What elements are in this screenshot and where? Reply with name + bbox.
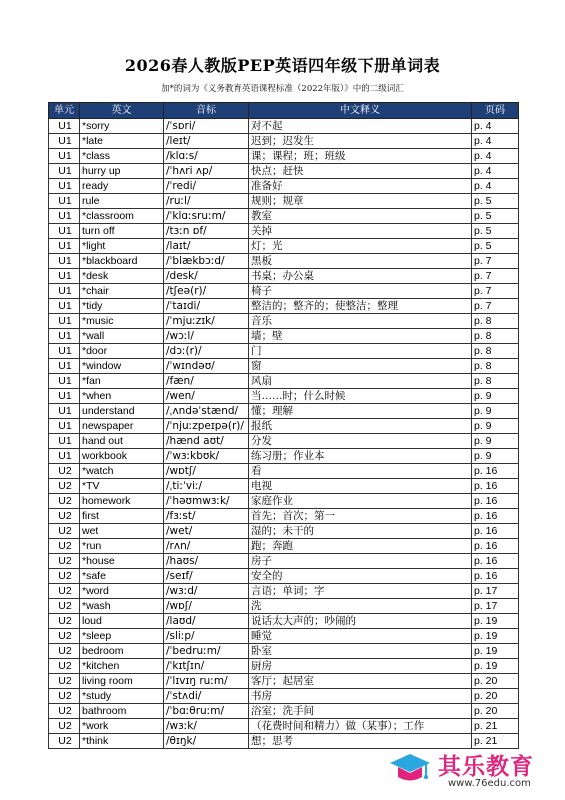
cell-chinese: 灯；光 — [249, 239, 472, 254]
cell-phonetic: /ˈmjuːzɪk/ — [164, 314, 249, 329]
cell-page: p. 16 — [472, 464, 519, 479]
cell-english: newspaper — [80, 419, 164, 434]
cell-page: p. 20 — [472, 689, 519, 704]
table-row — [49, 584, 519, 599]
cell-english: *chair — [80, 284, 164, 299]
cell-chinese: 关掉 — [249, 224, 472, 239]
table-row — [49, 734, 519, 749]
page-title: 2026春人教版PEP英语四年级下册单词表 — [124, 56, 441, 75]
cell-english: *run — [80, 539, 164, 554]
cell-unit: U1 — [49, 119, 80, 134]
cell-phonetic: /ˈnjuːzpeɪpə(r)/ — [164, 419, 249, 434]
cell-chinese: （花费时间和精力）做（某事）；工作 — [249, 719, 472, 734]
cell-page: p. 9 — [472, 389, 519, 404]
cell-chinese: 风扇 — [249, 374, 472, 389]
cell-phonetic: /desk/ — [164, 269, 249, 284]
table-row — [49, 329, 519, 344]
cell-chinese: 洗 — [249, 599, 472, 614]
table-row — [49, 419, 519, 434]
cell-english: hurry up — [80, 164, 164, 179]
cell-chinese: 整洁的；整齐的；使整洁；整理 — [249, 299, 472, 314]
cell-english: hand out — [80, 434, 164, 449]
cell-page: p. 4 — [472, 179, 519, 194]
table-row — [49, 374, 519, 389]
cell-english: ready — [80, 179, 164, 194]
cell-unit: U2 — [49, 704, 80, 719]
cell-english: *late — [80, 134, 164, 149]
cell-english: bedroom — [80, 644, 164, 659]
cell-page: p. 4 — [472, 134, 519, 149]
cell-chinese: 椅子 — [249, 284, 472, 299]
cell-unit: U1 — [49, 374, 80, 389]
cell-phonetic: /ˈbɑːθruːm/ — [164, 704, 249, 719]
table-row — [49, 239, 519, 254]
cell-page: p. 5 — [472, 239, 519, 254]
cell-chinese: 厨房 — [249, 659, 472, 674]
cell-english: *think — [80, 734, 164, 749]
cell-chinese: 书房 — [249, 689, 472, 704]
cell-phonetic: /ˈtaɪdi/ — [164, 299, 249, 314]
cell-phonetic: /laɪt/ — [164, 239, 249, 254]
table-row — [49, 479, 519, 494]
cell-english: *work — [80, 719, 164, 734]
cell-chinese: 当……时；什么时候 — [249, 389, 472, 404]
cell-unit: U2 — [49, 689, 80, 704]
table-row — [49, 164, 519, 179]
cell-english: rule — [80, 194, 164, 209]
cell-page: p. 5 — [472, 224, 519, 239]
cell-page: p. 9 — [472, 449, 519, 464]
cell-page: p. 20 — [472, 704, 519, 719]
cell-unit: U1 — [49, 149, 80, 164]
cell-english: *music — [80, 314, 164, 329]
cell-chinese: 安全的 — [249, 569, 472, 584]
cell-page: p. 8 — [472, 359, 519, 374]
table-row — [49, 659, 519, 674]
cell-unit: U1 — [49, 224, 80, 239]
vocabulary-table — [48, 102, 519, 749]
cell-chinese: 懂；理解 — [249, 404, 472, 419]
cell-english: bathroom — [80, 704, 164, 719]
cell-phonetic: /ˌʌndəˈstænd/ — [164, 404, 249, 419]
cell-chinese: 想；思考 — [249, 734, 472, 749]
cell-page: p. 16 — [472, 524, 519, 539]
cell-chinese: 迟到；迟发生 — [249, 134, 472, 149]
cell-unit: U1 — [49, 419, 80, 434]
cell-chinese: 黑板 — [249, 254, 472, 269]
cell-unit: U1 — [49, 344, 80, 359]
cell-phonetic: /fæn/ — [164, 374, 249, 389]
cell-phonetic: /laʊd/ — [164, 614, 249, 629]
cell-page: p. 7 — [472, 284, 519, 299]
cell-unit: U1 — [49, 134, 80, 149]
cell-chinese: 准备好 — [249, 179, 472, 194]
cell-page: p. 4 — [472, 119, 519, 134]
table-row — [49, 149, 519, 164]
cell-unit: U1 — [49, 164, 80, 179]
header-chinese: 中文释义 — [249, 103, 472, 119]
cell-phonetic: /klɑːs/ — [164, 149, 249, 164]
cell-english: *class — [80, 149, 164, 164]
header-page: 页码 — [472, 103, 519, 119]
cell-unit: U1 — [49, 209, 80, 224]
cell-phonetic: /tʃeə(r)/ — [164, 284, 249, 299]
cell-page: p. 19 — [472, 659, 519, 674]
cell-english: *sleep — [80, 629, 164, 644]
cell-page: p. 8 — [472, 314, 519, 329]
table-row — [49, 494, 519, 509]
cell-unit: U1 — [49, 314, 80, 329]
cell-chinese: 说话太大声的；吵闹的 — [249, 614, 472, 629]
cell-page: p. 7 — [472, 299, 519, 314]
cell-page: p. 19 — [472, 629, 519, 644]
cell-english: *safe — [80, 569, 164, 584]
cell-english: *sorry — [80, 119, 164, 134]
cell-page: p. 4 — [472, 149, 519, 164]
table-header-row — [49, 103, 519, 119]
cell-phonetic: /ˈhəʊmwɜːk/ — [164, 494, 249, 509]
table-row — [49, 119, 519, 134]
cell-english: homework — [80, 494, 164, 509]
page-subtitle: 加*的词为《义务教育英语课程标准（2022年版）》中的二级词汇 — [161, 84, 404, 94]
cell-chinese: 对不起 — [249, 119, 472, 134]
cell-phonetic: /wet/ — [164, 524, 249, 539]
cell-page: p. 9 — [472, 434, 519, 449]
cell-chinese: 浴室；洗手间 — [249, 704, 472, 719]
cell-english: *house — [80, 554, 164, 569]
cell-phonetic: /wɜːk/ — [164, 719, 249, 734]
table-row — [49, 629, 519, 644]
cell-english: turn off — [80, 224, 164, 239]
cell-unit: U2 — [49, 644, 80, 659]
table-row — [49, 389, 519, 404]
cell-english: *TV — [80, 479, 164, 494]
cell-page: p. 19 — [472, 614, 519, 629]
table-row — [49, 689, 519, 704]
cell-unit: U1 — [49, 434, 80, 449]
cell-phonetic: /ˈblækbɔːd/ — [164, 254, 249, 269]
cell-chinese: 课；课程；班；班级 — [249, 149, 472, 164]
cell-phonetic: /ˌtiːˈviː/ — [164, 479, 249, 494]
cell-page: p. 8 — [472, 329, 519, 344]
cell-english: *desk — [80, 269, 164, 284]
cell-unit: U1 — [49, 449, 80, 464]
cell-unit: U1 — [49, 389, 80, 404]
cell-english: *study — [80, 689, 164, 704]
cell-english: *tidy — [80, 299, 164, 314]
cell-phonetic: /wɒʃ/ — [164, 599, 249, 614]
table-row — [49, 644, 519, 659]
table-row — [49, 344, 519, 359]
table-row — [49, 719, 519, 734]
cell-english: *wall — [80, 329, 164, 344]
cell-chinese: 首先；首次；第一 — [249, 509, 472, 524]
header-english: 英文 — [80, 103, 164, 119]
cell-phonetic: /θɪŋk/ — [164, 734, 249, 749]
cell-english: *light — [80, 239, 164, 254]
cell-english: wet — [80, 524, 164, 539]
cell-unit: U2 — [49, 539, 80, 554]
cell-chinese: 睡觉 — [249, 629, 472, 644]
cell-unit: U1 — [49, 404, 80, 419]
cell-chinese: 看 — [249, 464, 472, 479]
table-row — [49, 569, 519, 584]
cell-chinese: 门 — [249, 344, 472, 359]
cell-unit: U1 — [49, 359, 80, 374]
cell-english: *door — [80, 344, 164, 359]
table-row — [49, 539, 519, 554]
cell-unit: U2 — [49, 599, 80, 614]
cell-english: first — [80, 509, 164, 524]
cell-english: workbook — [80, 449, 164, 464]
cell-page: p. 8 — [472, 374, 519, 389]
table-row — [49, 179, 519, 194]
cell-chinese: 报纸 — [249, 419, 472, 434]
table-row — [49, 614, 519, 629]
cell-english: loud — [80, 614, 164, 629]
cell-unit: U2 — [49, 674, 80, 689]
cell-phonetic: /ˈkɪtʃɪn/ — [164, 659, 249, 674]
cell-unit: U1 — [49, 194, 80, 209]
table-row — [49, 359, 519, 374]
table-row — [49, 599, 519, 614]
cell-chinese: 教室 — [249, 209, 472, 224]
cell-chinese: 快点；赶快 — [249, 164, 472, 179]
cell-page: p. 4 — [472, 164, 519, 179]
cell-unit: U1 — [49, 269, 80, 284]
cell-phonetic: /wɜːd/ — [164, 584, 249, 599]
cell-page: p. 17 — [472, 599, 519, 614]
cell-page: p. 17 — [472, 584, 519, 599]
cell-phonetic: /ˈwɜːkbʊk/ — [164, 449, 249, 464]
cell-chinese: 书桌；办公桌 — [249, 269, 472, 284]
cell-unit: U2 — [49, 509, 80, 524]
cell-page: p. 9 — [472, 419, 519, 434]
brand-name: 其乐教育 — [438, 754, 534, 780]
cell-english: *when — [80, 389, 164, 404]
cell-english: *fan — [80, 374, 164, 389]
cell-chinese: 音乐 — [249, 314, 472, 329]
cell-english: *window — [80, 359, 164, 374]
cell-page: p. 5 — [472, 209, 519, 224]
table-row — [49, 134, 519, 149]
cell-chinese: 家庭作业 — [249, 494, 472, 509]
cell-page: p. 16 — [472, 494, 519, 509]
cell-unit: U1 — [49, 254, 80, 269]
cell-unit: U1 — [49, 299, 80, 314]
cell-chinese: 分发 — [249, 434, 472, 449]
table-row — [49, 524, 519, 539]
cell-phonetic: /ruːl/ — [164, 194, 249, 209]
cell-phonetic: /tɜːn ɒf/ — [164, 224, 249, 239]
cell-page: p. 5 — [472, 194, 519, 209]
cell-chinese: 卧室 — [249, 644, 472, 659]
cell-unit: U2 — [49, 719, 80, 734]
table-row — [49, 209, 519, 224]
cell-unit: U1 — [49, 329, 80, 344]
cell-page: p. 16 — [472, 479, 519, 494]
cell-chinese: 房子 — [249, 554, 472, 569]
cell-phonetic: /leɪt/ — [164, 134, 249, 149]
cell-english: living room — [80, 674, 164, 689]
cell-chinese: 练习册；作业本 — [249, 449, 472, 464]
cell-phonetic: /ˈklɑːsruːm/ — [164, 209, 249, 224]
cell-unit: U2 — [49, 734, 80, 749]
cell-unit: U2 — [49, 614, 80, 629]
table-row — [49, 509, 519, 524]
cell-page: p. 16 — [472, 539, 519, 554]
cell-phonetic: /ˈsɒri/ — [164, 119, 249, 134]
cell-phonetic: /ˈwɪndəʊ/ — [164, 359, 249, 374]
cell-page: p. 19 — [472, 644, 519, 659]
cell-chinese: 规则；规章 — [249, 194, 472, 209]
header-unit: 单元 — [49, 103, 80, 119]
table-row — [49, 434, 519, 449]
cell-phonetic: /wen/ — [164, 389, 249, 404]
table-row — [49, 704, 519, 719]
table-row — [49, 224, 519, 239]
brand-logo — [386, 748, 561, 794]
cell-phonetic: /ˈredi/ — [164, 179, 249, 194]
cell-unit: U2 — [49, 584, 80, 599]
table-row — [49, 449, 519, 464]
cell-unit: U2 — [49, 554, 80, 569]
cell-page: p. 7 — [472, 254, 519, 269]
table-row — [49, 284, 519, 299]
graduation-cap-icon — [386, 748, 434, 788]
cell-unit: U2 — [49, 524, 80, 539]
cell-unit: U2 — [49, 464, 80, 479]
cell-phonetic: /fɜːst/ — [164, 509, 249, 524]
cell-english: understand — [80, 404, 164, 419]
cell-page: p. 8 — [472, 344, 519, 359]
cell-phonetic: /ˈhʌri ʌp/ — [164, 164, 249, 179]
cell-unit: U2 — [49, 659, 80, 674]
cell-phonetic: /sliːp/ — [164, 629, 249, 644]
cell-unit: U2 — [49, 479, 80, 494]
cell-page: p. 16 — [472, 509, 519, 524]
table-row — [49, 404, 519, 419]
cell-page: p. 20 — [472, 674, 519, 689]
cell-english: *kitchen — [80, 659, 164, 674]
cell-phonetic: /seɪf/ — [164, 569, 249, 584]
table-row — [49, 269, 519, 284]
table-row — [49, 464, 519, 479]
cell-english: *wash — [80, 599, 164, 614]
header-phonetic: 音标 — [164, 103, 249, 119]
cell-unit: U2 — [49, 569, 80, 584]
cell-page: p. 16 — [472, 554, 519, 569]
cell-english: *word — [80, 584, 164, 599]
cell-phonetic: /hænd aʊt/ — [164, 434, 249, 449]
cell-chinese: 墙；壁 — [249, 329, 472, 344]
cell-unit: U1 — [49, 239, 80, 254]
table-row — [49, 254, 519, 269]
cell-chinese: 客厅；起居室 — [249, 674, 472, 689]
cell-unit: U2 — [49, 494, 80, 509]
cell-english: *watch — [80, 464, 164, 479]
cell-phonetic: /ˈlɪvɪŋ ruːm/ — [164, 674, 249, 689]
cell-english: *classroom — [80, 209, 164, 224]
table-row — [49, 314, 519, 329]
cell-page: p. 16 — [472, 569, 519, 584]
cell-chinese: 电视 — [249, 479, 472, 494]
brand-url: www.76edu.com — [448, 778, 531, 789]
cell-phonetic: /dɔː(r)/ — [164, 344, 249, 359]
cell-chinese: 湿的；未干的 — [249, 524, 472, 539]
cell-phonetic: /rʌn/ — [164, 539, 249, 554]
cell-phonetic: /ˈstʌdi/ — [164, 689, 249, 704]
cell-phonetic: /wɔːl/ — [164, 329, 249, 344]
cell-chinese: 跑；奔跑 — [249, 539, 472, 554]
cell-unit: U1 — [49, 179, 80, 194]
cell-phonetic: /wɒtʃ/ — [164, 464, 249, 479]
cell-english: *blackboard — [80, 254, 164, 269]
cell-phonetic: /ˈbedruːm/ — [164, 644, 249, 659]
table-row — [49, 554, 519, 569]
table-body — [49, 119, 519, 749]
table-row — [49, 194, 519, 209]
cell-unit: U2 — [49, 629, 80, 644]
cell-chinese: 窗 — [249, 359, 472, 374]
cell-chinese: 言语；单词；字 — [249, 584, 472, 599]
cell-page: p. 7 — [472, 269, 519, 284]
cell-page: p. 9 — [472, 404, 519, 419]
cell-page: p. 21 — [472, 719, 519, 734]
cell-phonetic: /haʊs/ — [164, 554, 249, 569]
cell-unit: U1 — [49, 284, 80, 299]
table-row — [49, 674, 519, 689]
table-row — [49, 299, 519, 314]
cell-page: p. 21 — [472, 734, 519, 749]
